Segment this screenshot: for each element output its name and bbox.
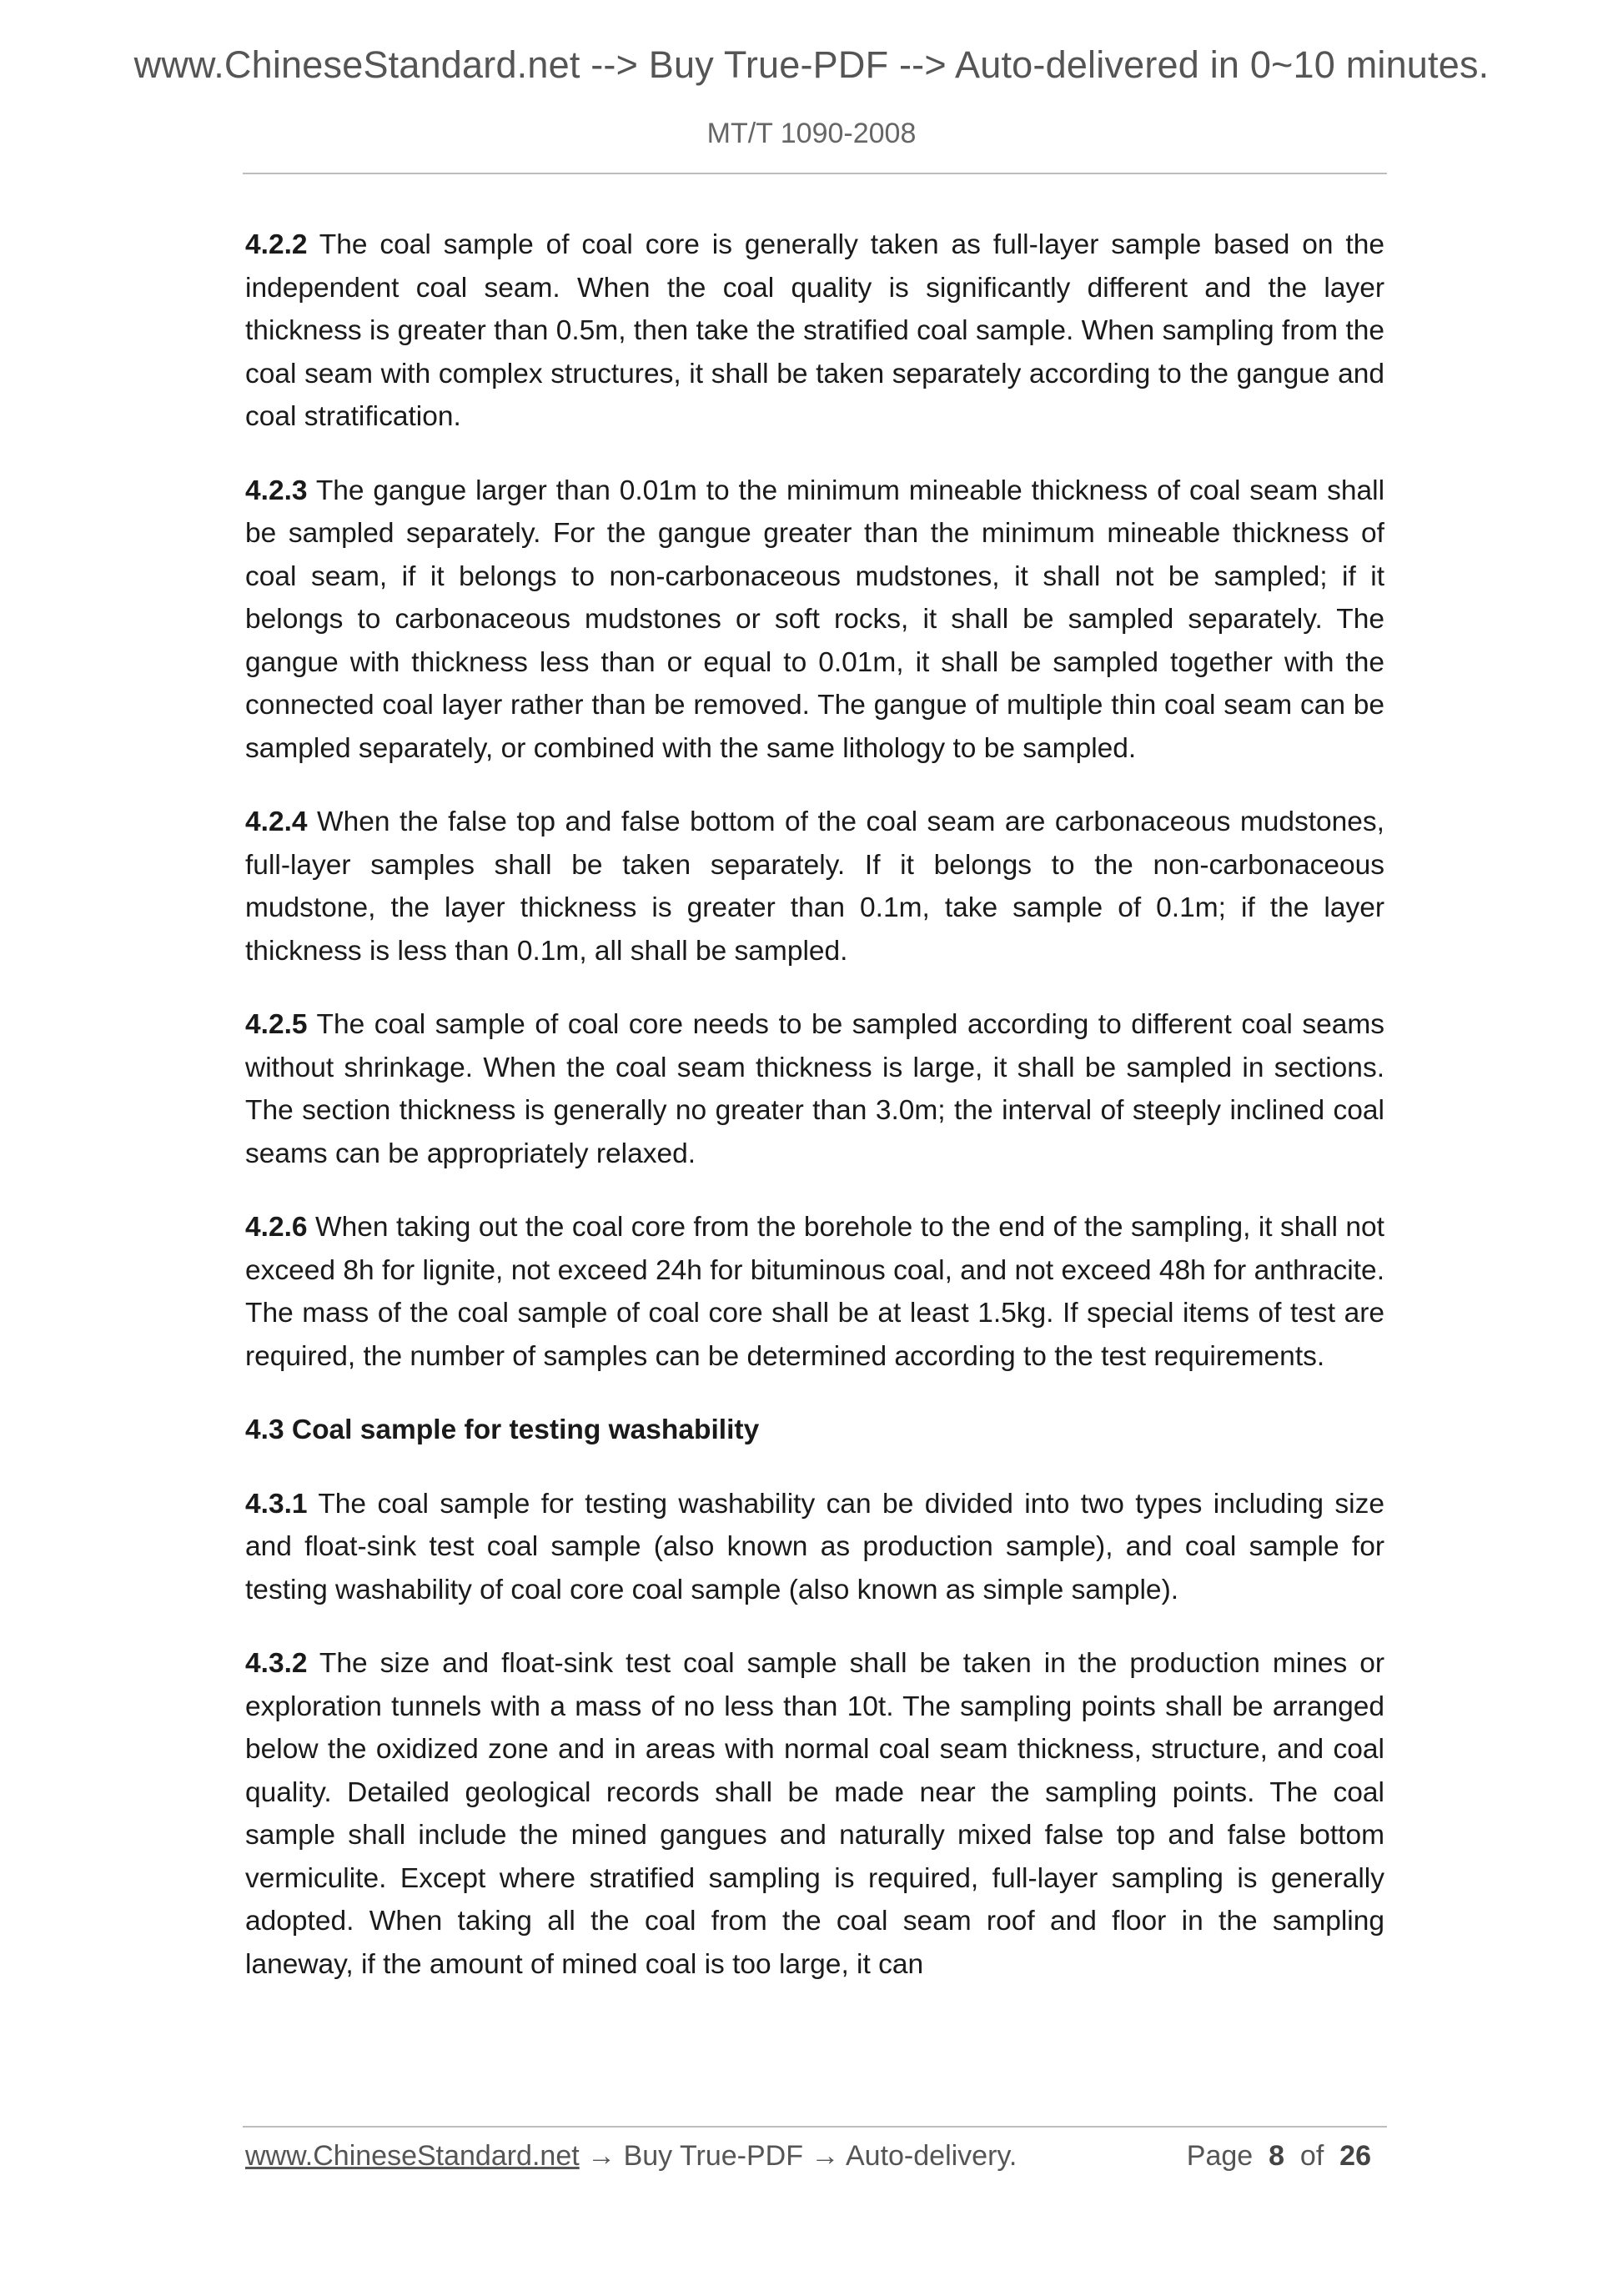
page-total: 26 [1339, 2140, 1371, 2172]
of-label: of [1299, 2140, 1324, 2172]
page-label: Page [1186, 2140, 1254, 2172]
clause-4-2-4 [245, 801, 1384, 972]
clause-number: 4.3.2 [245, 1648, 308, 1679]
document-code: MT/T 1090-2008 [706, 118, 917, 149]
page-indicator [1187, 2140, 1371, 2173]
document-body [245, 224, 1384, 2017]
clause-4-3-1 [245, 1483, 1384, 1612]
footer-site-link[interactable]: www.ChineseStandard.net [245, 2140, 580, 2172]
clause-text: The coal sample of coal core needs to be sampled according to different coal seams without shrinkage. When the coal seam thickness is large, it shall be sampled in sections. The section thickness is generally no greater than 3.0m; the interval of steeply inclined coal seams can be appropriately relaxed. [245, 1009, 1385, 1169]
section-heading-4-3: 4.3 Coal sample for testing washability [245, 1414, 760, 1445]
clause-number: 4.2.5 [245, 1009, 308, 1040]
header-divider [243, 173, 1387, 174]
footer-divider [243, 2126, 1387, 2128]
clause-text: When taking out the coal core from the borehole to the end of the sampling, it shall not exceed 8h for lignite, not exceed 24h for bituminous coal, and not exceed 48h for anthracite. The mass of the coal sample of coal core shall be at least 1.5kg. If special items of test are required, the number of samples can be determined according to the test requirements. [245, 1212, 1384, 1372]
top-banner: www.ChineseStandard.net --> Buy True-PDF --> Auto-delivered in 0~10 minutes. [133, 43, 1490, 86]
clause-4-2-2 [245, 224, 1384, 439]
clause-4-2-5 [245, 1003, 1384, 1175]
clause-text: The gangue larger than 0.01m to the minimum mineable thickness of coal seam shall be sampled separately. For the gangue greater than the minimum mineable thickness of coal seam, if it belongs to non-carbonaceous mudstones, it shall not be sampled; if it belongs to carbonaceous mudstones or soft rocks, it shall be sampled separately. The gangue with thickness less than or equal to 0.01m, it shall be sampled together with the connected coal layer rather than be removed. The gangue of multiple thin coal seam can be sampled separately, or combined with the same lithology to be sampled. [245, 475, 1385, 764]
clause-4-3-2 [245, 1642, 1384, 1986]
clause-number: 4.2.2 [245, 229, 308, 260]
clause-4-2-3 [245, 470, 1384, 771]
clause-4-2-6 [245, 1206, 1384, 1378]
clause-text: When the false top and false bottom of the coal seam are carbonaceous mudstones, full-layer samples shall be taken separately. If it belongs to the non-carbonaceous mudstone, the layer thickness is greater than 0.1m, take sample of 0.1m; if the layer thickness is less than 0.1m, all shall be sampled. [245, 806, 1384, 967]
clause-number: 4.2.4 [245, 806, 308, 837]
clause-number: 4.2.6 [245, 1212, 308, 1243]
clause-text: The size and float-sink test coal sample shall be taken in the production mines or exploration tunnels with a mass of no less than 10t. The sampling points shall be arranged below the oxidized zone and in areas with normal coal seam thickness, structure, and coal quality. Detailed geological records shall be made near the sampling points. The coal sample shall include the mined gangues and naturally mixed false top and false bottom vermiculite. Except where stratified sampling is required, full-layer sampling is generally adopted. When taking all the coal from the coal seam roof and floor in the sampling laneway, if the amount of mined coal is too large, it can [245, 1648, 1384, 1980]
footer-tagline [245, 2140, 1017, 2173]
page-number: 8 [1269, 2140, 1284, 2172]
footer-tagline-text: → Buy True-PDF → Auto-delivery. [579, 2140, 1018, 2172]
page-footer [245, 2140, 1384, 2190]
clause-text: The coal sample of coal core is generally taken as full-layer sample based on the independent coal seam. When the coal quality is significantly different and the layer thickness is greater than 0.5m, then take the stratified coal sample. When sampling from the coal seam with complex structures, it shall be taken separately according to the gangue and coal stratification. [245, 229, 1384, 432]
clause-number: 4.2.3 [245, 475, 308, 506]
clause-number: 4.3.1 [245, 1488, 308, 1520]
clause-text: The coal sample for testing washability can be divided into two types including size and float-sink test coal sample (also known as production sample), and coal sample for testing washability of coal core coal sample (also known as simple sample). [245, 1488, 1384, 1605]
